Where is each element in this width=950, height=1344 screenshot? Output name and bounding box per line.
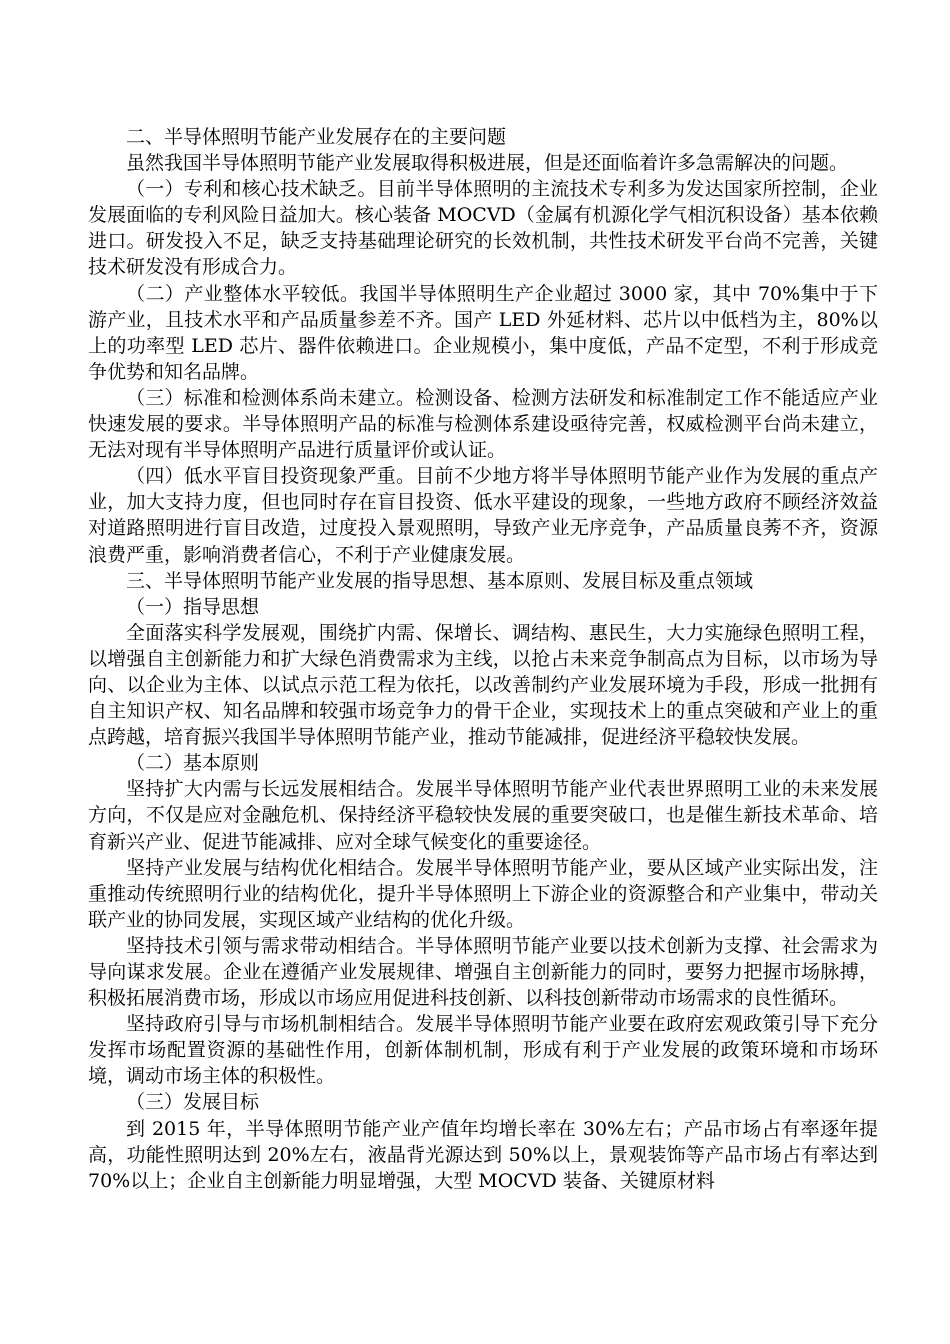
- paragraph-industry-level: （二）产业整体水平较低。我国半导体照明生产企业超过 3000 家，其中 70%集中于下游产业，且技术水平和产品质量参差不齐。国产 LED 外延材料、芯片以中低档为主，80%以上的功率型 LED 芯片、器件依赖进口。企业规模小，集中度低，产品不定型，不利于形成竞争优势和知名品牌。: [88, 282, 878, 383]
- paragraph-principle-government: 坚持政府引导与市场机制相结合。发展半导体照明节能产业要在政府宏观政策引导下充分发挥市场配置资源的基础性作用，创新体制机制，形成有利于产业发展的政策环境和市场环境，调动市场主体的积极性。: [88, 1013, 878, 1088]
- paragraph-standards: （三）标准和检测体系尚未建立。检测设备、检测方法研发和标准制定工作不能适应产业快速发展的要求。半导体照明产品的标准与检测体系建设亟待完善，权威检测平台尚未建立，无法对现有半导体照明产品进行质量评价或认证。: [88, 386, 878, 462]
- subheading-principles: （二）基本原则: [126, 752, 260, 775]
- paragraph-investment: （四）低水平盲目投资现象严重。目前不少地方将半导体照明节能产业作为发展的重点产业，加大支持力度，但也同时存在盲目投资、低水平建设的现象，一些地方政府不顾经济效益对道路照明进行盲目改造，过度投入景观照明，导致产业无序竞争，产品质量良莠不齐，资源浪费严重，影响消费者信心，不利于产业健康发展。: [88, 465, 878, 566]
- paragraph-principle-structure: 坚持产业发展与结构优化相结合。发展半导体照明节能产业，要从区域产业实际出发，注重推动传统照明行业的结构优化，提升半导体照明上下游企业的资源整合和产业集中，带动关联产业的协同发展，实现区域产业结构的优化升级。: [88, 856, 878, 931]
- document-page: [88, 124, 878, 1194]
- paragraph-goals: 到 2015 年，半导体照明节能产业产值年均增长率在 30%左右；产品市场占有率逐年提高，功能性照明达到 20%左右，液晶背光源达到 50%以上，景观装饰等产品市场占有率达到 70%以上；企业自主创新能力明显增强，大型 MOCVD 装备、关键原材料: [88, 1117, 878, 1192]
- paragraph-patents: （一）专利和核心技术缺乏。目前半导体照明的主流技术专利多为发达国家所控制，企业发展面临的专利风险日益加大。核心装备 MOCVD（金属有机源化学气相沉积设备）基本依赖进口。研发投入不足，缺乏支持基础理论研究的长效机制，共性技术研发平台尚不完善，关键技术研发没有形成合力。: [88, 178, 878, 279]
- subheading-guiding-thought: （一）指导思想: [126, 595, 260, 618]
- paragraph-intro: 虽然我国半导体照明节能产业发展取得积极进展，但是还面临着许多急需解决的问题。: [126, 152, 849, 175]
- subheading-goals: （三）发展目标: [126, 1091, 260, 1114]
- section-heading-guidance: 三、半导体照明节能产业发展的指导思想、基本原则、发展目标及重点领域: [126, 569, 754, 592]
- paragraph-principle-demand: 坚持扩大内需与长远发展相结合。发展半导体照明节能产业代表世界照明工业的未来发展方向，不仅是应对金融危机、保持经济平稳较快发展的重要突破口，也是催生新技术革命、培育新兴产业、促进节能减排、应对全球气候变化的重要途径。: [88, 778, 878, 853]
- paragraph-principle-technology: 坚持技术引领与需求带动相结合。半导体照明节能产业要以技术创新为支撑、社会需求为导向谋求发展。企业在遵循产业发展规律、增强自主创新能力的同时，要努力把握市场脉搏，积极拓展消费市场，形成以市场应用促进科技创新、以科技创新带动市场需求的良性循环。: [88, 934, 878, 1010]
- paragraph-guiding-thought: 全面落实科学发展观，围绕扩内需、保增长、调结构、惠民生，大力实施绿色照明工程，以增强自主创新能力和扩大绿色消费需求为主线，以抢占未来竞争制高点为目标，以市场为导向、以企业为主体、以试点示范工程为依托，以改善制约产业发展环境为手段，形成一批拥有自主知识产权、知名品牌和较强市场竞争力的骨干企业，实现技术上的重点突破和产业上的重点跨越，培育振兴我国半导体照明节能产业，推动节能减排，促进经济平稳较快发展。: [88, 621, 878, 749]
- section-heading-problems: 二、半导体照明节能产业发展存在的主要问题: [126, 126, 507, 148]
